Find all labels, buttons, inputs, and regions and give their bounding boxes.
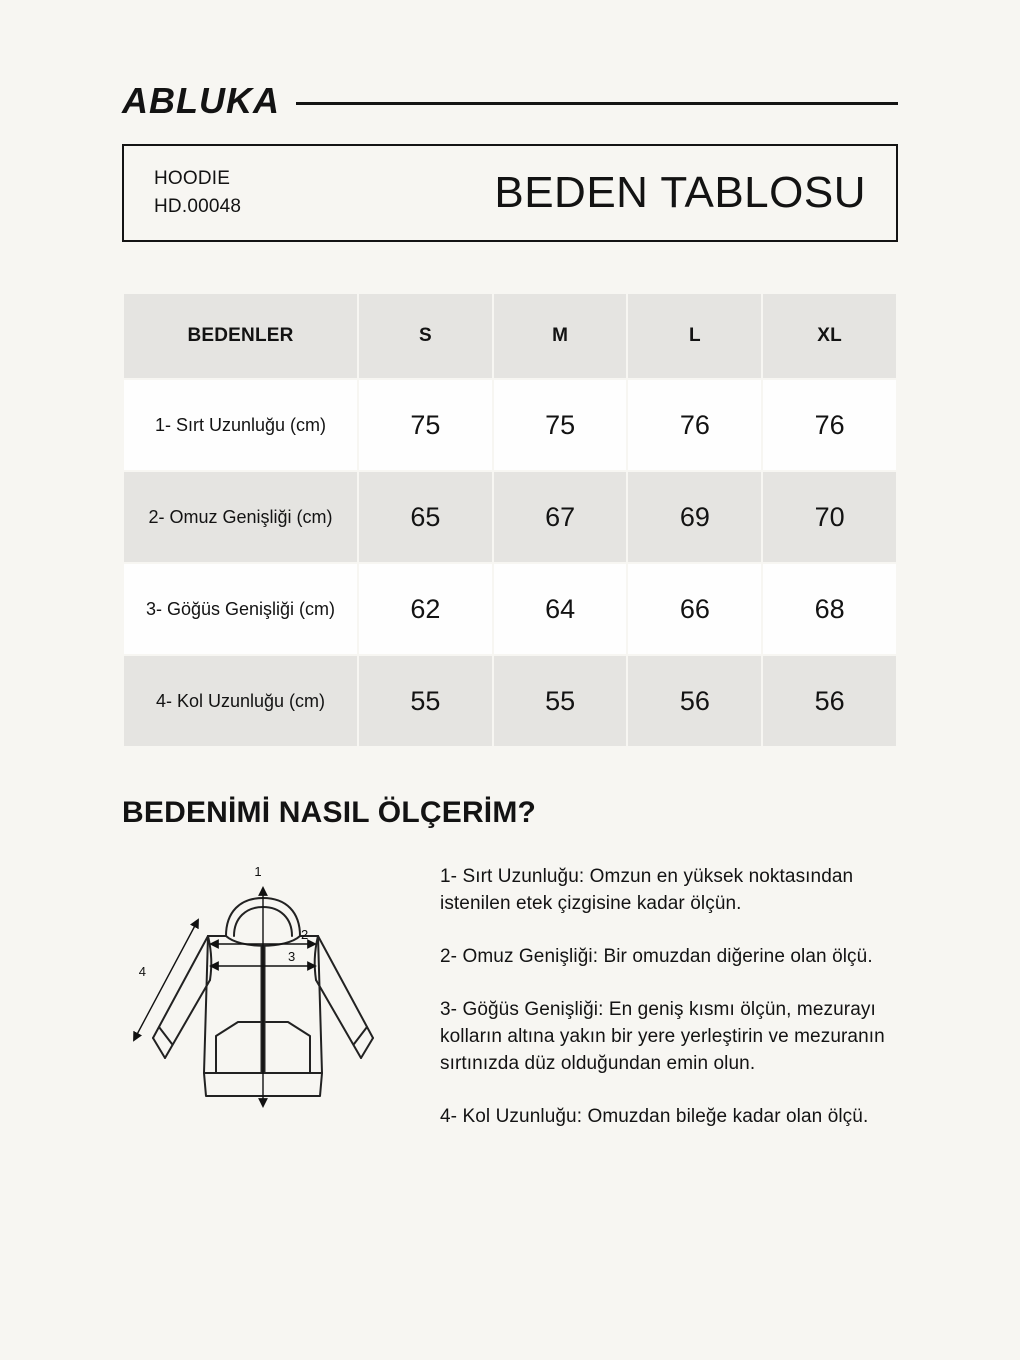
left-sleeve: [153, 936, 210, 1058]
size-value-cell: 75: [359, 380, 492, 470]
column-header-s: S: [359, 294, 492, 378]
size-value-cell: 66: [628, 564, 761, 654]
measurement-label-3: 3: [288, 949, 296, 964]
table-row: [124, 380, 896, 470]
row-label: 3- Göğüs Genişliği (cm): [124, 564, 357, 654]
size-value-cell: 75: [494, 380, 627, 470]
size-value-cell: 55: [494, 656, 627, 746]
row-label: 1- Sırt Uzunluğu (cm): [124, 380, 357, 470]
size-value-cell: 70: [763, 472, 896, 562]
product-name: HOODIE: [154, 168, 231, 190]
measurement-label-2: 2: [301, 927, 309, 942]
size-value-cell: 67: [494, 472, 627, 562]
size-table: [122, 292, 898, 748]
size-value-cell: 65: [359, 472, 492, 562]
measurement-line-4: [134, 920, 198, 1040]
brand-logo: ABLUKA: [122, 80, 280, 121]
table-row: [124, 472, 896, 562]
product-header-box: [122, 144, 898, 242]
size-value-cell: 56: [763, 656, 896, 746]
column-header-m: M: [494, 294, 627, 378]
column-header-bedenler: BEDENLER: [124, 294, 357, 378]
measure-section: [122, 854, 898, 1157]
size-value-cell: 69: [628, 472, 761, 562]
right-sleeve: [316, 936, 373, 1058]
measurement-label-1: 1: [254, 864, 262, 879]
column-header-xl: XL: [763, 294, 896, 378]
size-value-cell: 68: [763, 564, 896, 654]
size-value-cell: 62: [359, 564, 492, 654]
instruction-sleeve-length: 4- Kol Uzunluğu: Omuzdan bileğe kadar olan ölçü.: [440, 1105, 869, 1127]
instruction-shoulder-width: 2- Omuz Genişliği: Bir omuzdan diğerine olan ölçü.: [440, 945, 873, 967]
table-row: [124, 564, 896, 654]
instruction-chest-width: 3- Göğüs Genişliği: En geniş kısmı ölçün, mezurayı kolların altına yakın bir yere yerleştirin ve mezuranın sırtınızda düz olduğundan emin olun.: [440, 998, 885, 1074]
column-header-l: L: [628, 294, 761, 378]
logo-divider-rule: [296, 102, 898, 105]
product-info: [154, 165, 241, 220]
row-label: 4- Kol Uzunluğu (cm): [124, 656, 357, 746]
size-value-cell: 56: [628, 656, 761, 746]
size-value-cell: 55: [359, 656, 492, 746]
size-value-cell: 76: [763, 380, 896, 470]
measurement-lines: [134, 864, 315, 1106]
table-header-row: [124, 294, 896, 378]
size-chart-title: BEDEN TABLOSU: [494, 168, 866, 217]
measurement-label-4: 4: [138, 964, 146, 979]
torso: [204, 936, 208, 1073]
measurement-instructions: [418, 854, 898, 1157]
how-to-heading: BEDENİMİ NASIL ÖLÇERİM?: [122, 796, 537, 829]
size-value-cell: 64: [494, 564, 627, 654]
product-code: HD.00048: [154, 196, 242, 217]
hoodie-measurement-diagram: [108, 854, 418, 1157]
size-value-cell: 76: [628, 380, 761, 470]
row-label: 2- Omuz Genişliği (cm): [124, 472, 357, 562]
instruction-back-length: 1- Sırt Uzunluğu: Omzun en yüksek noktasından istenilen etek çizgisine kadar ölçün.: [440, 866, 854, 914]
table-row: [124, 656, 896, 746]
brand-row: [122, 80, 898, 122]
